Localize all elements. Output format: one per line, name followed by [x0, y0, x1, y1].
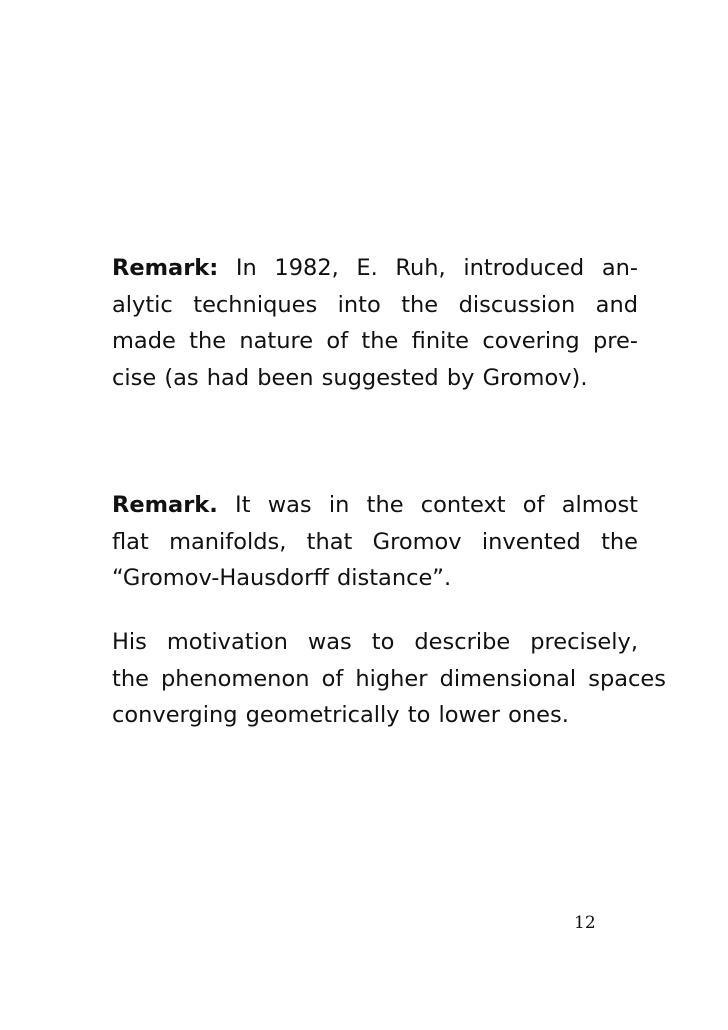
remark-ruh-line-2: alytic techniques into the discussion and: [112, 291, 638, 318]
remark-ruh-line-1: [112, 250, 638, 287]
remark-gromov-line-3: “Gromov-Hausdorff distance”.: [112, 565, 452, 591]
motivation-line-2: the phenomenon of higher dimensional spaces: [112, 665, 666, 692]
remark-gromov: [112, 487, 638, 597]
remark-ruh-line-3: made the nature of the finite covering pre-: [112, 328, 638, 354]
remark-gromov-line-1-text: It was in the context of almost: [217, 492, 638, 518]
motivation-paragraph: [112, 624, 666, 734]
motivation-line-3: converging geometrically to lower ones.: [112, 702, 569, 728]
remark-ruh-line-4: cise (as had been suggested by Gromov).: [112, 364, 588, 391]
remark-ruh-line-1-text: In 1982, E. Ruh, introduced an-: [218, 255, 638, 281]
remark-ruh: [112, 250, 638, 396]
remark-gromov-line-1: [112, 487, 638, 524]
motivation-line-1: His motivation was to describe precisely,: [112, 629, 638, 655]
remark-label: Remark:: [112, 255, 219, 281]
remark-label: Remark.: [112, 492, 218, 518]
page-number: 12: [574, 913, 596, 933]
remark-gromov-line-2: flat manifolds, that Gromov invented the: [112, 528, 638, 555]
